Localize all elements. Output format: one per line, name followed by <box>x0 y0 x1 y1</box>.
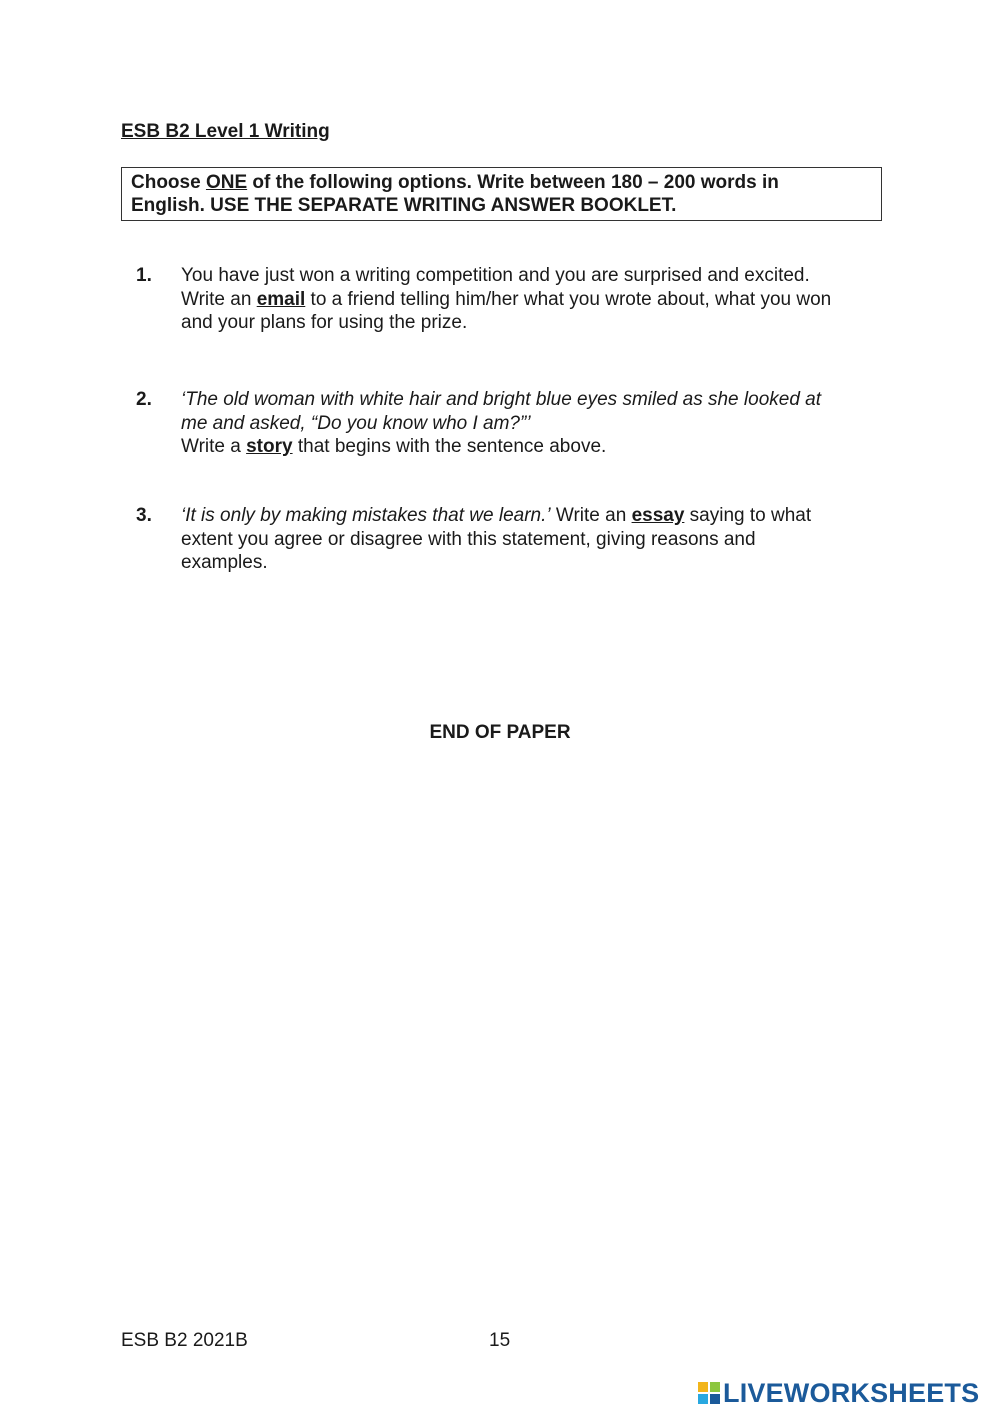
footer-page-number: 15 <box>489 1330 511 1351</box>
liveworksheets-icon <box>698 1382 720 1404</box>
instructions-one: ONE <box>205 172 248 193</box>
question-2 <box>136 388 896 459</box>
end-of-paper: END OF PAPER <box>429 722 571 743</box>
question-text: ‘The old woman with white hair and bright blue eyes smiled as she looked at me and asked, “Do you know who I am?”’ Write a story that begins with the sentence above. <box>181 389 822 457</box>
question-text: ‘It is only by making mistakes that we learn.’ Write an essay saying to what extent you agree or disagree with this statement, giving reasons and examples. <box>181 505 812 573</box>
instructions-line-1: Choose ONE of the following options. Write between 180 – 200 words in <box>131 172 779 193</box>
question-text: You have just won a writing competition and you are surprised and excited. Write an email to a friend telling him/her what you wrote about, what you won and your plans for using the prize. <box>181 265 832 333</box>
liveworksheets-text: LIVEWORKSHEETS <box>723 1377 980 1408</box>
keyword-essay: essay <box>631 505 685 526</box>
page-title: ESB B2 Level 1 Writing <box>121 121 330 142</box>
instructions-box <box>121 167 882 221</box>
keyword-email: email <box>256 288 306 310</box>
question-1 <box>136 264 896 335</box>
footer-exam-code: ESB B2 2021B <box>121 1330 248 1351</box>
question-3 <box>136 504 896 575</box>
instructions-line-2: English. USE THE SEPARATE WRITING ANSWER BOOKLET. <box>131 195 677 216</box>
keyword-story: story <box>246 436 293 457</box>
question-number: 2. <box>136 389 152 410</box>
question-number: 3. <box>136 505 152 526</box>
liveworksheets-logo[interactable] <box>698 1378 979 1408</box>
question-number: 1. <box>136 265 152 286</box>
